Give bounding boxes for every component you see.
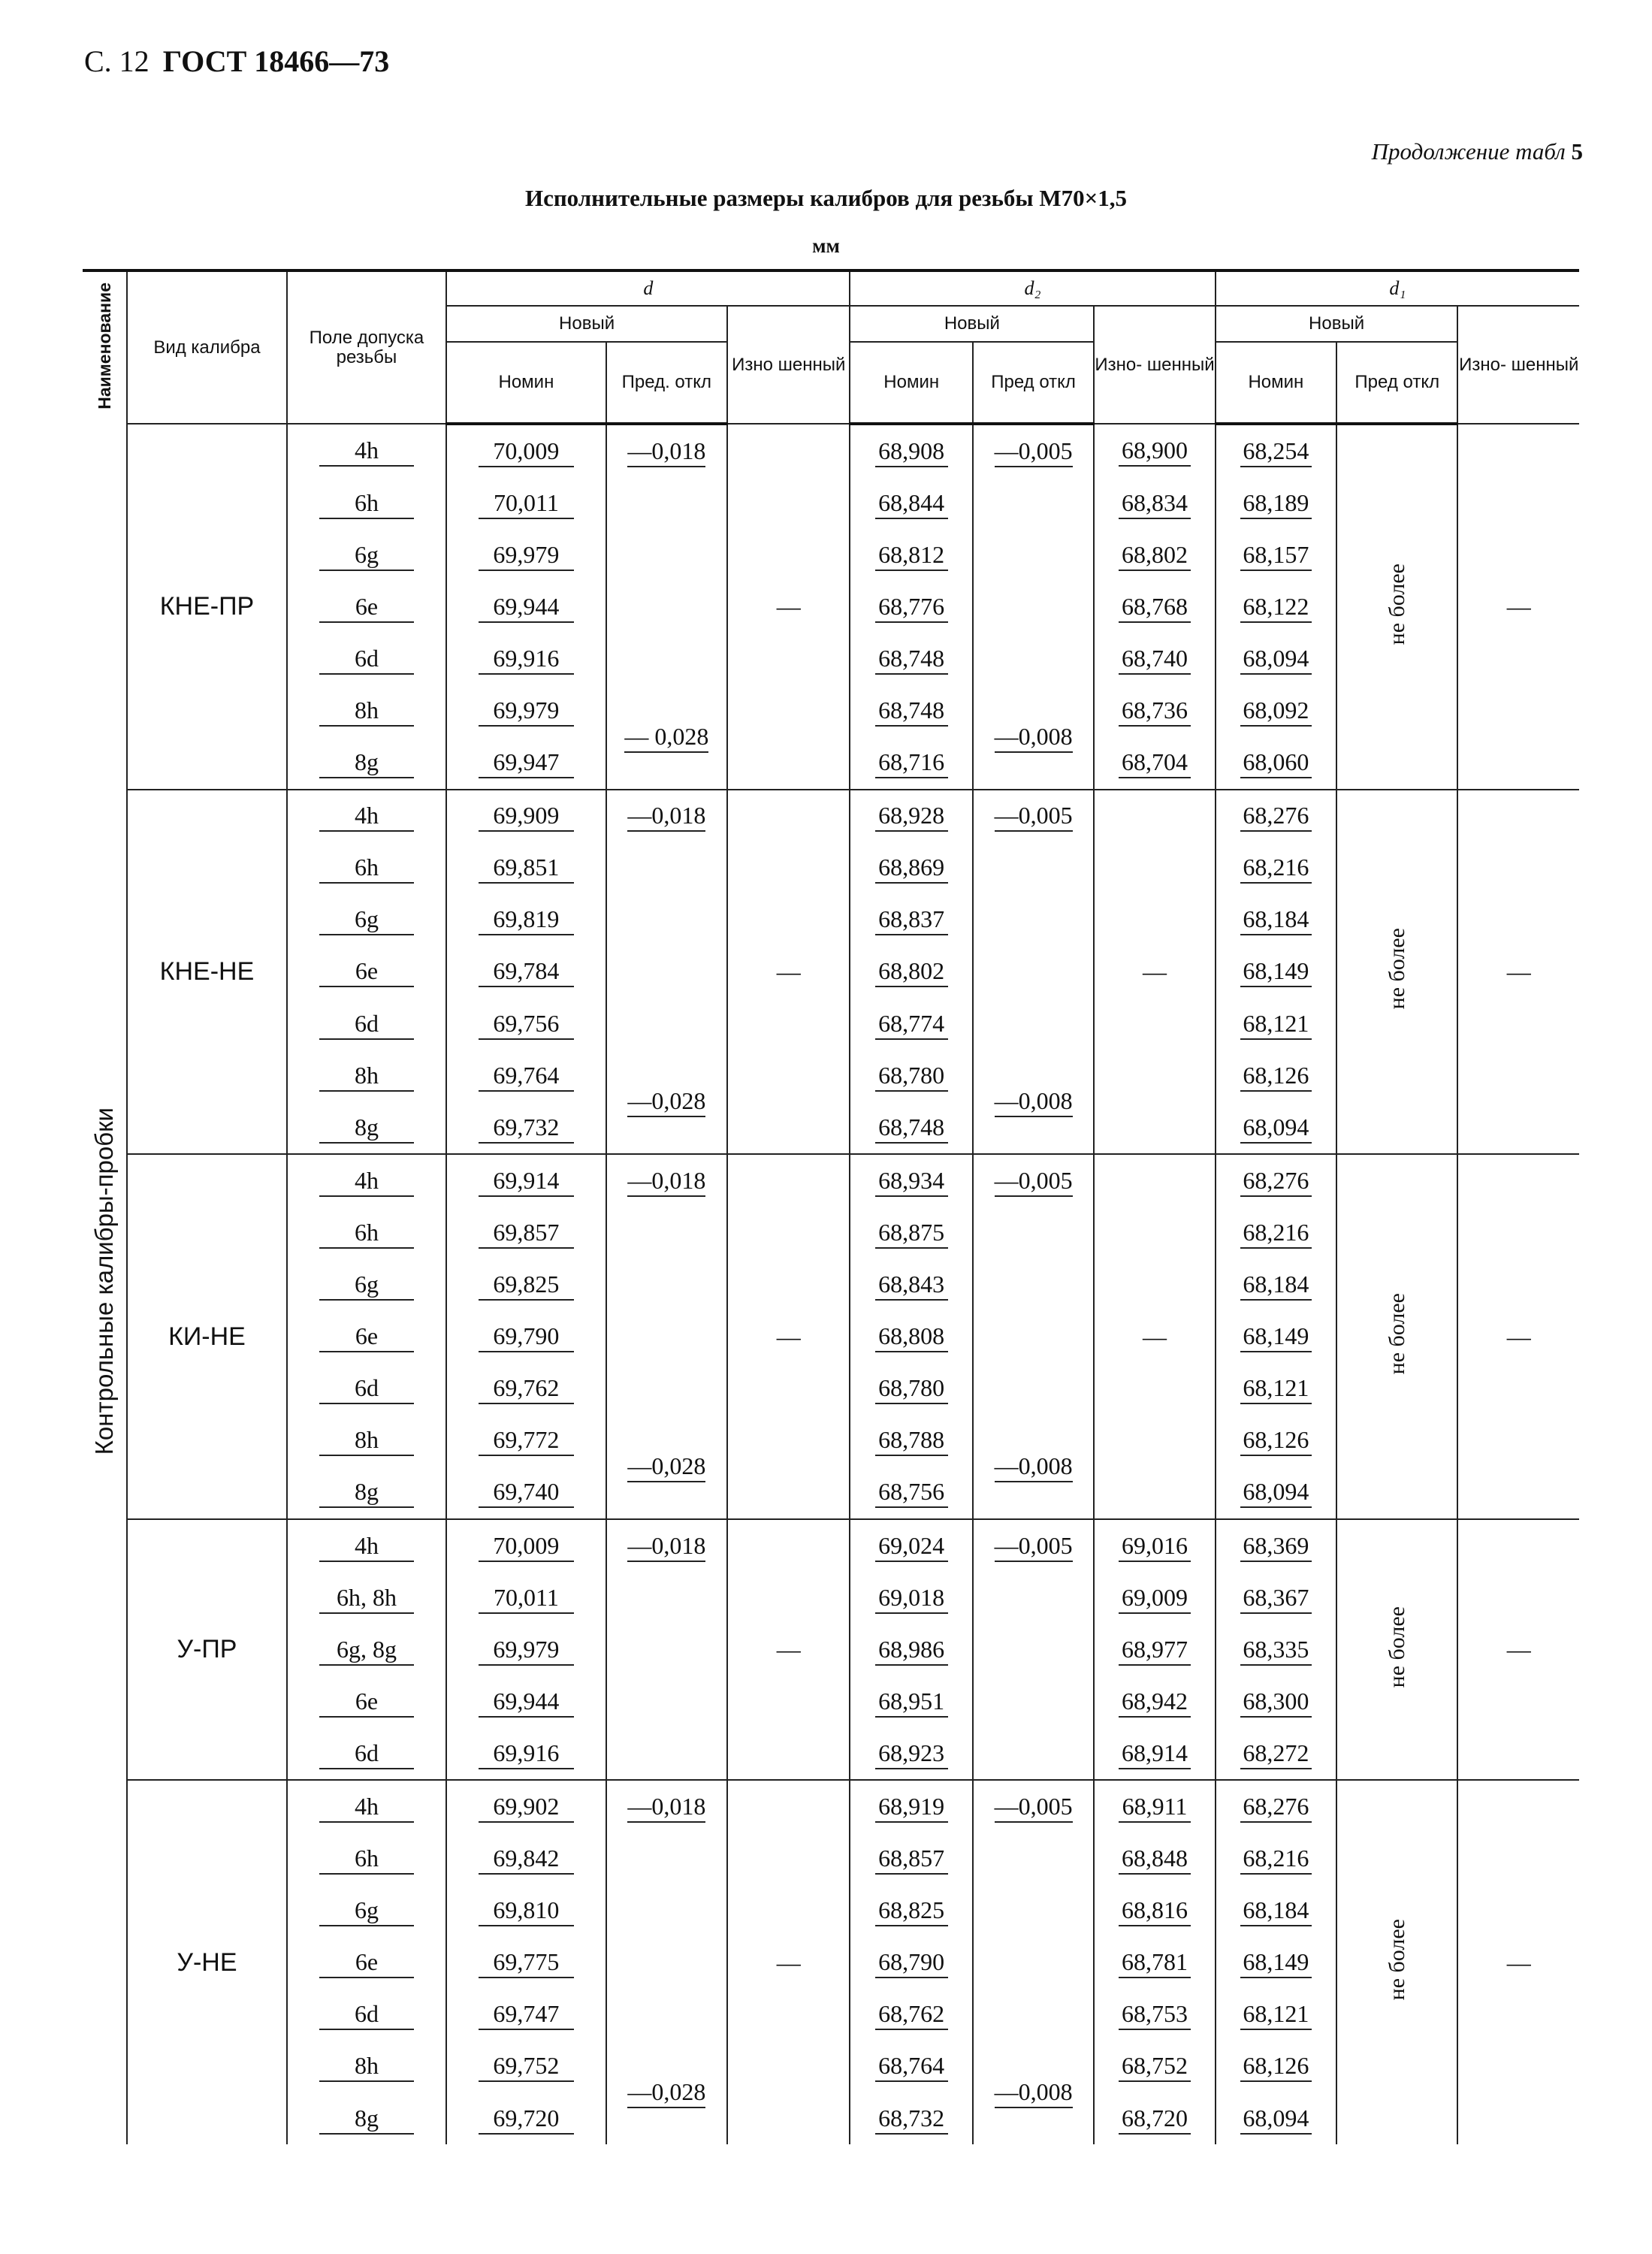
d-deviation: —0,018 xyxy=(606,1780,727,1833)
d2-deviation xyxy=(973,842,1094,1050)
d2-nominal: 68,923 xyxy=(850,1727,972,1780)
d1-deviation xyxy=(1336,1154,1457,1519)
col-d2: d₂ xyxy=(850,270,1215,306)
d2-deviation: —0,008 xyxy=(973,684,1094,789)
d2-nominal: 68,843 xyxy=(850,1259,972,1311)
d2-nominal: 68,908 xyxy=(850,424,972,477)
d-nominal: 70,009 xyxy=(446,424,606,477)
gauge-kind: У-НЕ xyxy=(127,1780,286,2144)
d1-nominal: 68,092 xyxy=(1216,684,1336,736)
table-body xyxy=(83,424,1579,2144)
d1-nominal: 68,149 xyxy=(1216,1311,1336,1363)
d-nominal: 70,009 xyxy=(446,1519,606,1572)
d2-nominal: 68,837 xyxy=(850,894,972,946)
d-nominal: 69,857 xyxy=(446,1207,606,1258)
col-d1-worn: Изно- шенный xyxy=(1457,306,1579,424)
d2-worn: 69,009 xyxy=(1094,1572,1215,1624)
tolerance-field: 4h xyxy=(287,424,446,477)
d-deviation: —0,018 xyxy=(606,1519,727,1572)
d1-worn: — xyxy=(1457,1780,1579,2144)
continuation-number: 5 xyxy=(1571,138,1583,165)
d2-worn: 68,736 xyxy=(1094,684,1215,736)
d-worn: — xyxy=(727,1154,850,1519)
d1-nominal: 68,276 xyxy=(1216,1780,1336,1833)
d-nominal: 69,979 xyxy=(446,684,606,736)
not-more-label: не более xyxy=(1384,1292,1409,1375)
d2-nominal: 68,825 xyxy=(850,1885,972,1937)
d1-nominal: 68,335 xyxy=(1216,1624,1336,1675)
gauge-dimensions-table xyxy=(83,269,1579,2144)
d-worn: — xyxy=(727,1519,850,1780)
table-header xyxy=(83,270,1579,424)
tolerance-field: 8h xyxy=(287,1050,446,1101)
d-nominal: 69,947 xyxy=(446,737,606,790)
tolerance-field: 8g xyxy=(287,2092,446,2144)
tolerance-field: 6d xyxy=(287,1727,446,1780)
d1-nominal: 68,121 xyxy=(1216,1363,1336,1415)
d2-worn: — xyxy=(1094,1154,1215,1519)
d-nominal: 69,772 xyxy=(446,1415,606,1467)
d-nominal: 69,944 xyxy=(446,581,606,633)
table-row xyxy=(83,1519,1579,1572)
tolerance-field: 8g xyxy=(287,1101,446,1154)
d1-nominal: 68,184 xyxy=(1216,1259,1336,1311)
d-nominal: 69,979 xyxy=(446,1624,606,1675)
d1-nominal: 68,254 xyxy=(1216,424,1336,477)
tolerance-field: 6d xyxy=(287,998,446,1050)
d2-nominal: 68,762 xyxy=(850,1989,972,2041)
d1-nominal: 68,126 xyxy=(1216,2041,1336,2092)
d2-nominal: 68,764 xyxy=(850,2041,972,2092)
d-nominal: 70,011 xyxy=(446,477,606,529)
d1-nominal: 68,121 xyxy=(1216,1989,1336,2041)
d1-nominal: 68,216 xyxy=(1216,1833,1336,1885)
d2-nominal: 69,024 xyxy=(850,1519,972,1572)
d-nominal: 69,747 xyxy=(446,1989,606,2041)
col-name-label: Наименование xyxy=(95,283,115,409)
d-nominal: 70,011 xyxy=(446,1572,606,1624)
d-nominal: 69,762 xyxy=(446,1363,606,1415)
d1-nominal: 68,184 xyxy=(1216,1885,1336,1937)
col-d-new: Новый xyxy=(446,306,727,342)
d2-worn: 68,704 xyxy=(1094,737,1215,790)
tolerance-field: 6e xyxy=(287,1675,446,1727)
d-worn: — xyxy=(727,1780,850,2144)
tolerance-field: 6h xyxy=(287,842,446,894)
d2-nominal: 68,732 xyxy=(850,2092,972,2144)
d-nominal: 69,756 xyxy=(446,998,606,1050)
d2-worn: 68,781 xyxy=(1094,1937,1215,1989)
d2-deviation: —0,008 xyxy=(973,2041,1094,2144)
tolerance-field: 6h, 8h xyxy=(287,1572,446,1624)
d1-nominal: 68,272 xyxy=(1216,1727,1336,1780)
d1-nominal: 68,122 xyxy=(1216,581,1336,633)
side-label: Контрольные калибры-пробки xyxy=(90,1107,119,1455)
col-d-nom: Номин xyxy=(446,342,606,424)
not-more-label: не более xyxy=(1384,1606,1409,1687)
tolerance-field: 6d xyxy=(287,1989,446,2041)
d-nominal: 69,740 xyxy=(446,1467,606,1519)
d-nominal: 69,902 xyxy=(446,1780,606,1833)
col-d2-new: Новый xyxy=(850,306,1094,342)
tolerance-field: 4h xyxy=(287,790,446,842)
d-nominal: 69,825 xyxy=(446,1259,606,1311)
tolerance-field: 6g, 8g xyxy=(287,1624,446,1675)
d-deviation: —0,028 xyxy=(606,2041,727,2144)
d1-nominal: 68,121 xyxy=(1216,998,1336,1050)
d2-worn: 68,768 xyxy=(1094,581,1215,633)
d2-deviation: —0,005 xyxy=(973,1780,1094,1833)
d1-deviation xyxy=(1336,790,1457,1155)
d-worn: — xyxy=(727,790,850,1155)
tolerance-field: 6e xyxy=(287,946,446,998)
d1-nominal: 68,184 xyxy=(1216,894,1336,946)
d-nominal: 69,752 xyxy=(446,2041,606,2092)
d2-nominal: 68,780 xyxy=(850,1363,972,1415)
tolerance-field: 8h xyxy=(287,1415,446,1467)
d1-nominal: 68,369 xyxy=(1216,1519,1336,1572)
d2-nominal: 68,808 xyxy=(850,1311,972,1363)
d2-deviation: —0,008 xyxy=(973,1415,1094,1519)
tolerance-field: 6g xyxy=(287,894,446,946)
d-nominal: 69,784 xyxy=(446,946,606,998)
gauge-kind: У-ПР xyxy=(127,1519,286,1780)
d1-deviation xyxy=(1336,1519,1457,1780)
col-d1-new: Новый xyxy=(1216,306,1458,342)
tolerance-field: 4h xyxy=(287,1154,446,1207)
tolerance-field: 6h xyxy=(287,477,446,529)
tolerance-field: 6e xyxy=(287,1311,446,1363)
col-d2-worn: Изно- шенный xyxy=(1094,306,1215,424)
d-deviation xyxy=(606,1833,727,2041)
table-row xyxy=(83,424,1579,477)
d-nominal: 69,732 xyxy=(446,1101,606,1154)
d1-nominal: 68,276 xyxy=(1216,1154,1336,1207)
d-deviation: —0,018 xyxy=(606,1154,727,1207)
d2-worn: 68,720 xyxy=(1094,2092,1215,2144)
d1-nominal: 68,276 xyxy=(1216,790,1336,842)
d2-nominal: 68,780 xyxy=(850,1050,972,1101)
unit-label: мм xyxy=(812,234,840,257)
d2-worn: 68,848 xyxy=(1094,1833,1215,1885)
d2-nominal: 68,986 xyxy=(850,1624,972,1675)
d-nominal: 69,979 xyxy=(446,529,606,581)
d2-nominal: 69,018 xyxy=(850,1572,972,1624)
d1-nominal: 68,216 xyxy=(1216,1207,1336,1258)
tolerance-field: 6g xyxy=(287,529,446,581)
d-nominal: 69,851 xyxy=(446,842,606,894)
d-deviation: —0,018 xyxy=(606,790,727,842)
tolerance-field: 4h xyxy=(287,1780,446,1833)
d2-nominal: 68,756 xyxy=(850,1467,972,1519)
d1-nominal: 68,094 xyxy=(1216,2092,1336,2144)
d2-worn: 68,740 xyxy=(1094,633,1215,684)
d2-nominal: 68,919 xyxy=(850,1780,972,1833)
col-d1-nom: Номин xyxy=(1216,342,1336,424)
d1-worn: — xyxy=(1457,1154,1579,1519)
d-nominal: 69,764 xyxy=(446,1050,606,1101)
d2-deviation xyxy=(973,1833,1094,2041)
d-worn: — xyxy=(727,424,850,790)
table-row xyxy=(83,1154,1579,1207)
col-d-worn: Изно шенный xyxy=(727,306,850,424)
d1-nominal: 68,157 xyxy=(1216,529,1336,581)
tolerance-field: 6d xyxy=(287,1363,446,1415)
d2-nominal: 68,934 xyxy=(850,1154,972,1207)
d-deviation: —0,028 xyxy=(606,1050,727,1154)
d1-nominal: 68,060 xyxy=(1216,737,1336,790)
d-deviation: —0,028 xyxy=(606,1415,727,1519)
d2-worn: 68,802 xyxy=(1094,529,1215,581)
d1-nominal: 68,094 xyxy=(1216,633,1336,684)
d1-nominal: 68,094 xyxy=(1216,1101,1336,1154)
tolerance-field: 8g xyxy=(287,1467,446,1519)
d1-deviation xyxy=(1336,1780,1457,2144)
tolerance-field: 6h xyxy=(287,1207,446,1258)
d2-nominal: 68,774 xyxy=(850,998,972,1050)
tolerance-field: 6g xyxy=(287,1259,446,1311)
tolerance-field: 6g xyxy=(287,1885,446,1937)
col-name xyxy=(83,270,127,424)
d-deviation: — 0,028 xyxy=(606,684,727,789)
table-row xyxy=(83,1780,1579,1833)
d2-nominal: 68,928 xyxy=(850,790,972,842)
page-number: С. 12 xyxy=(84,44,149,78)
d2-nominal: 68,748 xyxy=(850,684,972,736)
d2-nominal: 68,788 xyxy=(850,1415,972,1467)
d2-worn: 68,816 xyxy=(1094,1885,1215,1937)
d1-deviation xyxy=(1336,424,1457,790)
tolerance-field: 6e xyxy=(287,1937,446,1989)
d2-worn: 68,942 xyxy=(1094,1675,1215,1727)
d2-deviation: —0,008 xyxy=(973,1050,1094,1154)
d2-deviation xyxy=(973,477,1094,684)
d2-deviation: —0,005 xyxy=(973,424,1094,477)
d2-nominal: 68,951 xyxy=(850,1675,972,1727)
tolerance-field: 8g xyxy=(287,737,446,790)
tolerance-field: 6d xyxy=(287,633,446,684)
tolerance-field: 6e xyxy=(287,581,446,633)
d2-worn: — xyxy=(1094,790,1215,1155)
d2-deviation: —0,005 xyxy=(973,1519,1094,1572)
d2-nominal: 68,748 xyxy=(850,633,972,684)
table-title: Исполнительные размеры калибров для резьбы М70×1,5 xyxy=(524,185,1128,211)
not-more-label: не более xyxy=(1384,928,1409,1010)
col-d-dev: Пред. откл xyxy=(606,342,727,424)
document-code: ГОСТ 18466—73 xyxy=(162,44,390,78)
d2-nominal: 68,857 xyxy=(850,1833,972,1885)
d-nominal: 69,810 xyxy=(446,1885,606,1937)
gauge-kind: КНЕ-ПР xyxy=(127,424,286,790)
d1-worn: — xyxy=(1457,790,1579,1155)
d1-worn: — xyxy=(1457,424,1579,790)
col-kind: Вид калибра xyxy=(127,270,286,424)
page-header xyxy=(84,44,389,79)
d-nominal: 69,916 xyxy=(446,633,606,684)
d2-worn: 69,016 xyxy=(1094,1519,1215,1572)
d2-deviation xyxy=(973,1207,1094,1414)
not-more-label: не более xyxy=(1384,563,1409,645)
tolerance-field: 8h xyxy=(287,2041,446,2092)
d1-nominal: 68,216 xyxy=(1216,842,1336,894)
not-more-label: не более xyxy=(1384,1919,1409,2001)
d2-worn: 68,914 xyxy=(1094,1727,1215,1780)
d1-worn: — xyxy=(1457,1519,1579,1780)
d2-nominal: 68,802 xyxy=(850,946,972,998)
d2-worn: 68,977 xyxy=(1094,1624,1215,1675)
d2-nominal: 68,716 xyxy=(850,737,972,790)
d2-nominal: 68,869 xyxy=(850,842,972,894)
tolerance-field: 8h xyxy=(287,684,446,736)
table-continuation-note xyxy=(1372,138,1583,165)
tolerance-field: 6h xyxy=(287,1833,446,1885)
gauge-kind: КНЕ-НЕ xyxy=(127,790,286,1155)
d2-deviation: —0,005 xyxy=(973,790,1094,842)
col-d2-nom: Номин xyxy=(850,342,972,424)
gauge-kind: КИ-НЕ xyxy=(127,1154,286,1519)
tolerance-field: 4h xyxy=(287,1519,446,1572)
d1-nominal: 68,189 xyxy=(1216,477,1336,529)
d2-worn: 68,753 xyxy=(1094,1989,1215,2041)
d2-nominal: 68,790 xyxy=(850,1937,972,1989)
d1-nominal: 68,126 xyxy=(1216,1050,1336,1101)
d2-nominal: 68,812 xyxy=(850,529,972,581)
d-nominal: 69,819 xyxy=(446,894,606,946)
d2-nominal: 68,844 xyxy=(850,477,972,529)
col-field: Поле допуска резьбы xyxy=(287,270,446,424)
d-nominal: 69,916 xyxy=(446,1727,606,1780)
d1-nominal: 68,126 xyxy=(1216,1415,1336,1467)
d-nominal: 69,775 xyxy=(446,1937,606,1989)
d-nominal: 69,720 xyxy=(446,2092,606,2144)
d-deviation xyxy=(606,842,727,1050)
d1-nominal: 68,300 xyxy=(1216,1675,1336,1727)
d-nominal: 69,914 xyxy=(446,1154,606,1207)
d-nominal: 69,909 xyxy=(446,790,606,842)
d-deviation xyxy=(606,1207,727,1414)
d2-nominal: 68,776 xyxy=(850,581,972,633)
d-nominal: 69,790 xyxy=(446,1311,606,1363)
d-deviation xyxy=(606,1572,727,1780)
d-nominal: 69,944 xyxy=(446,1675,606,1727)
d1-nominal: 68,367 xyxy=(1216,1572,1336,1624)
d2-worn: 68,834 xyxy=(1094,477,1215,529)
d2-nominal: 68,875 xyxy=(850,1207,972,1258)
continuation-label: Продолжение табл xyxy=(1371,138,1566,165)
d2-worn: 68,900 xyxy=(1094,424,1215,477)
col-d2-dev: Пред откл xyxy=(973,342,1094,424)
d2-deviation xyxy=(973,1572,1094,1780)
d1-nominal: 68,094 xyxy=(1216,1467,1336,1519)
d-deviation xyxy=(606,477,727,684)
d1-nominal: 68,149 xyxy=(1216,946,1336,998)
col-d1: d₁ xyxy=(1216,270,1579,306)
d2-deviation: —0,005 xyxy=(973,1154,1094,1207)
d1-nominal: 68,149 xyxy=(1216,1937,1336,1989)
col-d: d xyxy=(446,270,850,306)
d-nominal: 69,842 xyxy=(446,1833,606,1885)
side-label-cell xyxy=(83,424,127,2144)
d2-worn: 68,911 xyxy=(1094,1780,1215,1833)
col-d1-dev: Пред откл xyxy=(1336,342,1457,424)
d2-nominal: 68,748 xyxy=(850,1101,972,1154)
d-deviation: —0,018 xyxy=(606,424,727,477)
d2-worn: 68,752 xyxy=(1094,2041,1215,2092)
table-row xyxy=(83,790,1579,842)
